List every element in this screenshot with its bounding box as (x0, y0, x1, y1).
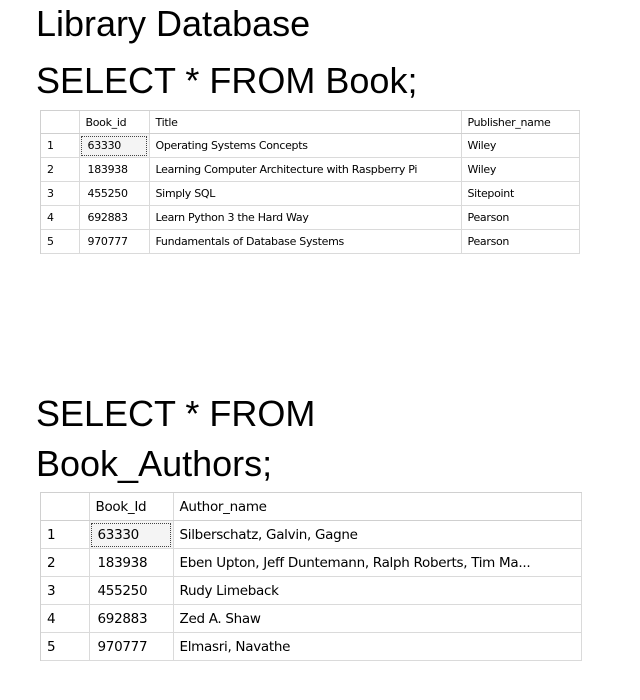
book-results-grid (40, 110, 580, 254)
cell-publisher[interactable]: Sitepoint (461, 182, 579, 206)
row-number[interactable]: 3 (41, 577, 89, 605)
table-row[interactable] (41, 549, 581, 577)
table-row[interactable] (41, 206, 579, 230)
table-row[interactable] (41, 577, 581, 605)
column-header-title[interactable]: Title (149, 111, 461, 134)
row-number[interactable]: 4 (41, 206, 79, 230)
row-number[interactable]: 3 (41, 182, 79, 206)
authors-header-row (41, 493, 581, 521)
cell-publisher[interactable]: Wiley (461, 134, 579, 158)
table-row[interactable] (41, 230, 579, 254)
table-row[interactable] (41, 134, 579, 158)
query-book-authors-line2: Book_Authors; (36, 443, 273, 484)
book-header-row (41, 111, 579, 134)
row-number[interactable]: 2 (41, 158, 79, 182)
cell-title[interactable]: Fundamentals of Database Systems (149, 230, 461, 254)
cell-publisher[interactable]: Pearson (461, 230, 579, 254)
cell-book-id[interactable]: 183938 (79, 158, 149, 182)
cell-author-name[interactable]: Silberschatz, Galvin, Gagne (173, 521, 581, 549)
row-number-header[interactable] (41, 111, 79, 134)
table-row[interactable] (41, 605, 581, 633)
query-book: SELECT * FROM Book; (36, 60, 418, 101)
row-number-header[interactable] (41, 493, 89, 521)
cell-publisher[interactable]: Wiley (461, 158, 579, 182)
cell-book-id[interactable]: 455250 (89, 577, 173, 605)
cell-title[interactable]: Learn Python 3 the Hard Way (149, 206, 461, 230)
column-header-book-id[interactable]: Book_Id (89, 493, 173, 521)
cell-book-id[interactable]: 692883 (79, 206, 149, 230)
cell-book-id[interactable]: 183938 (89, 549, 173, 577)
cell-title[interactable]: Learning Computer Architecture with Raspberry Pi (149, 158, 461, 182)
table-row[interactable] (41, 158, 579, 182)
cell-author-name[interactable]: Zed A. Shaw (173, 605, 581, 633)
row-number[interactable]: 1 (41, 134, 79, 158)
column-header-publisher-name[interactable]: Publisher_name (461, 111, 579, 134)
cell-title[interactable]: Simply SQL (149, 182, 461, 206)
book-authors-results-grid (40, 492, 582, 661)
row-number[interactable]: 4 (41, 605, 89, 633)
query-book-authors-line1: SELECT * FROM (36, 393, 316, 434)
cell-book-id[interactable]: 970777 (79, 230, 149, 254)
cell-book-id[interactable]: 692883 (89, 605, 173, 633)
row-number[interactable]: 5 (41, 633, 89, 661)
cell-book-id[interactable]: 63330 (79, 134, 149, 158)
cell-author-name[interactable]: Rudy Limeback (173, 577, 581, 605)
cell-title[interactable]: Operating Systems Concepts (149, 134, 461, 158)
cell-author-name[interactable]: Eben Upton, Jeff Duntemann, Ralph Roberts, Tim Ma... (173, 549, 581, 577)
cell-book-id[interactable]: 970777 (89, 633, 173, 661)
column-header-book-id[interactable]: Book_id (79, 111, 149, 134)
row-number[interactable]: 5 (41, 230, 79, 254)
cell-book-id[interactable]: 63330 (89, 521, 173, 549)
cell-author-name[interactable]: Elmasri, Navathe (173, 633, 581, 661)
table-row[interactable] (41, 521, 581, 549)
page-title: Library Database (36, 3, 311, 44)
table-row[interactable] (41, 182, 579, 206)
row-number[interactable]: 2 (41, 549, 89, 577)
column-header-author-name[interactable]: Author_name (173, 493, 581, 521)
cell-publisher[interactable]: Pearson (461, 206, 579, 230)
table-row[interactable] (41, 633, 581, 661)
cell-book-id[interactable]: 455250 (79, 182, 149, 206)
row-number[interactable]: 1 (41, 521, 89, 549)
